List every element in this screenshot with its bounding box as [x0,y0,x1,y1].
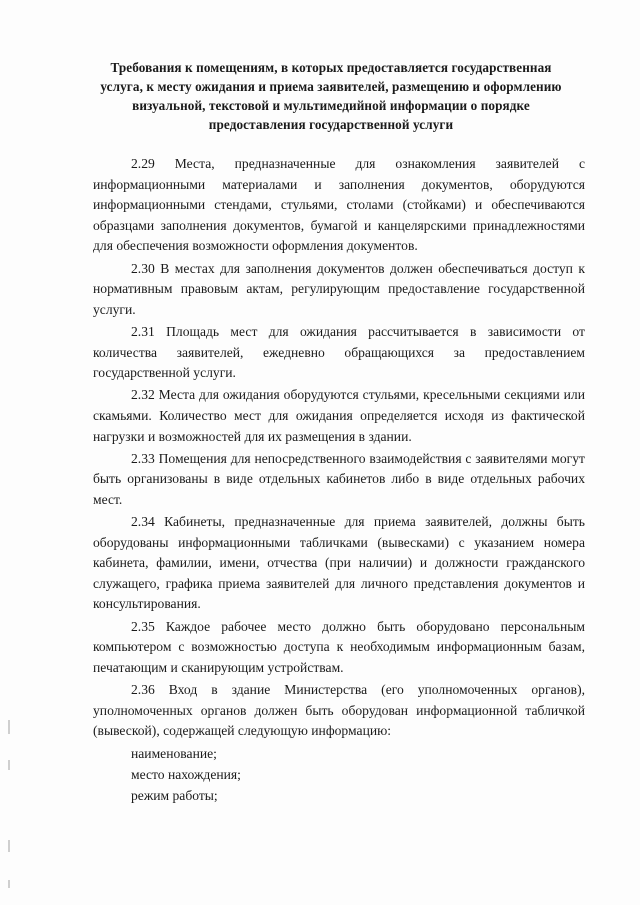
scan-mark [8,880,10,888]
list-item-name: наименование; [131,746,217,762]
scan-margin-marks [8,720,12,900]
list-item-schedule: режим работы; [131,788,218,804]
paragraph-2-34: 2.34 Кабинеты, предназначенные для приема заявителей, должны быть оборудованы информационными табличками (вывесками) с указанием номера кабинета, фамилии, имени, отчества (при наличии) и должности гражданского служащего, графика приема заявителей для личного представления документов и консультирования. [93,514,585,612]
document-body [93,154,585,806]
scan-mark [8,720,10,734]
paragraph-2-29: 2.29 Места, предназначенные для ознакомления заявителей с информационными материалами и заполнения документов, оборудуются информационными стендами, стульями, столами (стойками) и обеспечиваются образцами заполнения документов, бумагой и канцелярскими принадлежностями для обеспечения возможности оформления документов. [93,156,585,254]
paragraph-2-35: 2.35 Каждое рабочее место должно быть оборудовано персональным компьютером с возможностью доступа к необходимым информационным базам, печатающим и сканирующим устройствам. [93,618,585,675]
scan-mark [8,840,10,852]
paragraph-2-36: 2.36 Вход в здание Министерства (его уполномоченных органов), уполномоченных органов должен быть оборудован информационной табличкой (вывеской), содержащей следующую информацию: [93,682,585,739]
paragraph-2-32: 2.32 Места для ожидания оборудуются стульями, кресельными секциями или скамьями. Количество мест для ожидания определяется исходя из фактической нагрузки и возможностей для их размещения в здании. [93,387,585,444]
section-title: Требования к помещениям, в которых предоставляется государственная услуга, к месту ожидания и приема заявителей, размещению и оформлению визуальной, текстовой и мультимедийной информации о порядке предоставления государственной услуги [100,60,562,132]
paragraph-2-33: 2.33 Помещения для непосредственного взаимодействия с заявителями могут быть организованы в виде отдельных кабинетов либо в виде отдельных рабочих мест. [93,450,585,507]
scan-mark [8,760,10,770]
paragraph-2-30: 2.30 В местах для заполнения документов должен обеспечиваться доступ к нормативным правовым актам, регулирующим предоставление государственной услуги. [93,260,585,317]
list-item-location: место нахождения; [131,767,241,783]
paragraph-2-31: 2.31 Площадь мест для ожидания рассчитывается в зависимости от количества заявителей, ежедневно обращающихся за предоставлением государственной услуги. [93,323,585,381]
